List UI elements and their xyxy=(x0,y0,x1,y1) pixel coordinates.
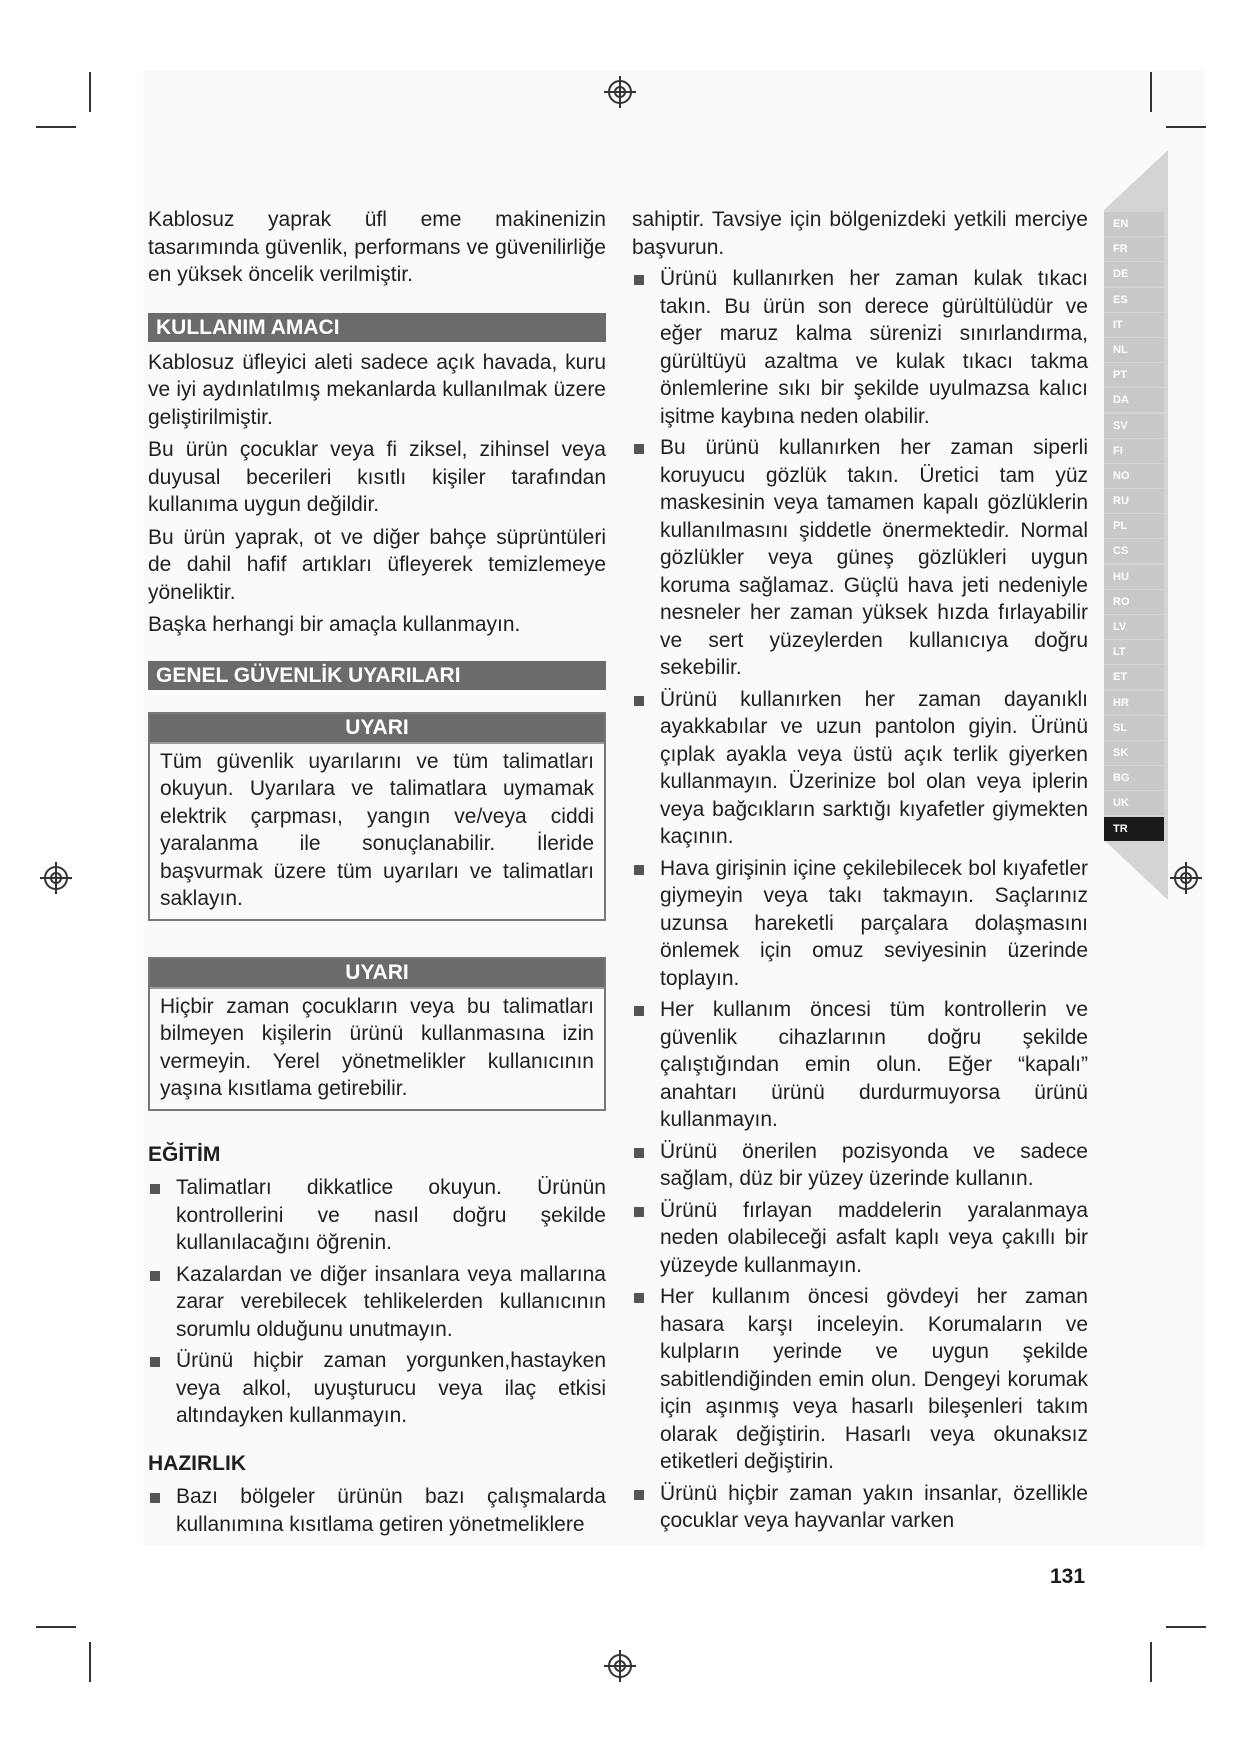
language-tab-it[interactable]: IT xyxy=(1104,313,1164,337)
page-number: 131 xyxy=(1050,1565,1086,1588)
usage-paragraph: Kablosuz üfleyici aleti sadece açık havada, kuru ve iyi aydınlatılmış mekanlarda kullanılmak üzere geliştirilmiştir. xyxy=(148,350,606,429)
language-tab-lt[interactable]: LT xyxy=(1104,640,1164,664)
language-tab-uk[interactable]: UK xyxy=(1104,791,1164,815)
bullet-icon xyxy=(634,1293,644,1303)
preparation-list xyxy=(148,1483,606,1538)
bullet-icon xyxy=(150,1357,160,1367)
list-item: Bu ürünü kullanırken her zaman siperli koruyucu gözlük takın. Üretici tam yüz maskesinin veya tamamen kapalı gözlüklerin kullanılmasını şiddetle önermektedir. Normal gözlükler veya güneş gözlükleri uygun koruma sağlamaz. Güçlü hava jeti nedeniyle nesneler her zaman yüksek hızda fırlayabilir ve sert yüzeylerden kullanıcıya doğru sekebilir. xyxy=(632,434,1088,682)
crop-mark xyxy=(36,1626,76,1628)
crop-mark xyxy=(1166,126,1206,128)
list-item: Ürünü hiçbir zaman yakın insanlar, özellikle çocuklar veya hayvanlar varken xyxy=(632,1480,1088,1535)
list-item: Talimatları dikkatlice okuyun. Ürünün kontrollerini ve nasıl doğru şekilde kullanılacağını öğrenin. xyxy=(148,1174,606,1257)
list-item: Her kullanım öncesi tüm kontrollerin ve güvenlik cihazlarının doğru şekilde çalıştığından emin olun. Eğer “kapalı” anahtarı ürünü durdurmuyorsa ürünü kullanmayın. xyxy=(632,996,1088,1134)
bullet-icon xyxy=(150,1271,160,1281)
crop-mark xyxy=(1150,1642,1152,1682)
usage-paragraph: Bu ürün çocuklar veya fi ziksel, zihinsel veya duyusal becerileri kısıtlı kişiler tarafından kullanıma uygun değildir. xyxy=(148,438,606,516)
section-heading-safety: GENEL GÜVENLİK UYARILARI xyxy=(148,661,606,690)
language-tab-fr[interactable]: FR xyxy=(1104,237,1164,261)
crop-mark xyxy=(36,126,76,128)
bullet-icon xyxy=(634,1490,644,1500)
language-tab-hr[interactable]: HR xyxy=(1104,691,1164,715)
usage-paragraph: Bu ürün yaprak, ot ve diğer bahçe süprüntüleri de dahil hafif artıkları üfleyerek temizlemeye yöneliktir. xyxy=(148,525,606,604)
registration-mark-icon xyxy=(1170,862,1202,894)
list-item: Bazı bölgeler ürünün bazı çalışmalarda kullanımına kısıtlama getiren yönetmeliklere xyxy=(148,1483,606,1538)
language-tab-ro[interactable]: RO xyxy=(1104,590,1164,614)
language-tab-pt[interactable]: PT xyxy=(1104,363,1164,387)
bullet-icon xyxy=(634,1148,644,1158)
section-heading-usage: KULLANIM AMACI xyxy=(148,313,606,342)
bullet-icon xyxy=(634,696,644,706)
list-item: Her kullanım öncesi gövdeyi her zaman hasara karşı inceleyin. Korumaların ve kulpların yerinde ve uygun şekilde sabitlendiğinden emin olun. Dengeyi korumak için aşınmış veya hasarlı bileşenleri takım olarak değiştirin. Hasarlı veya okunaksız etiketleri değiştirin. xyxy=(632,1283,1088,1476)
crop-mark xyxy=(1150,72,1152,112)
list-item: Ürünü hiçbir zaman yorgunken,hastayken veya alkol, uyuşturucu veya ilaç etkisi altındayken kullanmayın. xyxy=(148,1347,606,1430)
warning-box xyxy=(148,957,606,1111)
list-item: Ürünü kullanırken her zaman dayanıklı ayakkabılar ve uzun pantolon giyin. Ürünü çıplak ayakla veya üstü açık terlik giyerken kullanmayın. Üzerinize bol olan veya iplerin veya bağcıkların sarktığı kıyafetler giymekten kaçının. xyxy=(632,686,1088,851)
warning-text: Tüm güvenlik uyarılarını ve tüm talimatları okuyun. Uyarılara ve talimatlara uymamak elektrik çarpması, yangın ve/veya ciddi yaralanma ile sonuçlanabilir. İleride başvurmak üzere tüm uyarıları ve talimatları saklayın. xyxy=(160,749,594,910)
language-tab-tr[interactable]: TR xyxy=(1104,817,1164,841)
warning-heading: UYARI xyxy=(150,959,604,989)
bullet-icon xyxy=(634,444,644,454)
crop-mark xyxy=(89,72,91,112)
training-list xyxy=(148,1174,606,1430)
bullet-icon xyxy=(634,1207,644,1217)
language-tab-et[interactable]: ET xyxy=(1104,665,1164,689)
language-tab-es[interactable]: ES xyxy=(1104,288,1164,312)
warning-text: Hiçbir zaman çocukların veya bu talimatları bilmeyen kişilerin ürünü kullanmasına izin vermeyin. Yerel yönetmelikler kullanıcının yaşına kısıtlama getirebilir. xyxy=(160,994,594,1100)
language-tabs xyxy=(1104,212,1164,842)
crop-mark xyxy=(89,1642,91,1682)
language-tab-ru[interactable]: RU xyxy=(1104,489,1164,513)
language-tab-fi[interactable]: FI xyxy=(1104,439,1164,463)
warning-box xyxy=(148,712,606,921)
bullet-icon xyxy=(634,1006,644,1016)
language-tab-no[interactable]: NO xyxy=(1104,464,1164,488)
list-item: Hava girişinin içine çekilebilecek bol kıyafetler giymeyin veya takı takmayın. Saçlarınız uzunsa hareketli parçalara dolaşmasını önlemek için omuz seviyesinin üzerinde toplayın. xyxy=(632,855,1088,993)
preparation-heading: HAZIRLIK xyxy=(148,1451,246,1475)
warning-heading: UYARI xyxy=(150,714,604,744)
language-tab-sv[interactable]: SV xyxy=(1104,414,1164,438)
bullet-icon xyxy=(150,1493,160,1503)
training-heading: EĞİTİM xyxy=(148,1142,221,1166)
bullet-icon xyxy=(634,275,644,285)
intro-paragraph: Kablosuz yaprak üfl eme makinenizin tasarımında güvenlik, performans ve güvenilirliğe en yüksek öncelik verilmiştir. xyxy=(148,208,606,286)
safety-list xyxy=(632,265,1088,1535)
crop-mark xyxy=(1166,1626,1206,1628)
continuation-paragraph: sahiptir. Tavsiye için bölgenizdeki yetkili merciye başvurun. xyxy=(632,208,1088,259)
bullet-icon xyxy=(150,1184,160,1194)
list-item: Ürünü fırlayan maddelerin yaralanmaya neden olabileceği asfalt kaplı veya çakıllı bir yüzeyde kullanmayın. xyxy=(632,1197,1088,1280)
left-column xyxy=(148,206,606,1542)
registration-mark-icon xyxy=(604,76,636,108)
bullet-icon xyxy=(634,865,644,875)
list-item: Kazalardan ve diğer insanlara veya mallarına zarar verebilecek tehlikelerden kullanıcının sorumlu olduğunu unutmayın. xyxy=(148,1261,606,1344)
list-item: Ürünü kullanırken her zaman kulak tıkacı takın. Bu ürün son derece gürültülüdür ve eğer maruz kalma sürenizi sınırlandırma, gürültüyü azaltma ve kulak tıkacı takma önlemlerine sıkı bir şekilde uyulmazsa kalıcı işitme kaybına neden olabilir. xyxy=(632,265,1088,430)
language-tab-sk[interactable]: SK xyxy=(1104,741,1164,765)
language-tab-lv[interactable]: LV xyxy=(1104,615,1164,639)
right-column xyxy=(632,206,1088,1539)
language-tab-en[interactable]: EN xyxy=(1104,212,1164,236)
language-tab-de[interactable]: DE xyxy=(1104,262,1164,286)
language-tab-sl[interactable]: SL xyxy=(1104,716,1164,740)
registration-mark-icon xyxy=(40,862,72,894)
language-tab-bg[interactable]: BG xyxy=(1104,766,1164,790)
usage-paragraph: Başka herhangi bir amaçla kullanmayın. xyxy=(148,613,521,636)
language-tab-nl[interactable]: NL xyxy=(1104,338,1164,362)
language-tab-hu[interactable]: HU xyxy=(1104,565,1164,589)
list-item: Ürünü önerilen pozisyonda ve sadece sağlam, düz bir yüzey üzerinde kullanın. xyxy=(632,1138,1088,1193)
language-tab-pl[interactable]: PL xyxy=(1104,514,1164,538)
language-tab-cs[interactable]: CS xyxy=(1104,539,1164,563)
registration-mark-icon xyxy=(604,1650,636,1682)
language-tab-da[interactable]: DA xyxy=(1104,388,1164,412)
